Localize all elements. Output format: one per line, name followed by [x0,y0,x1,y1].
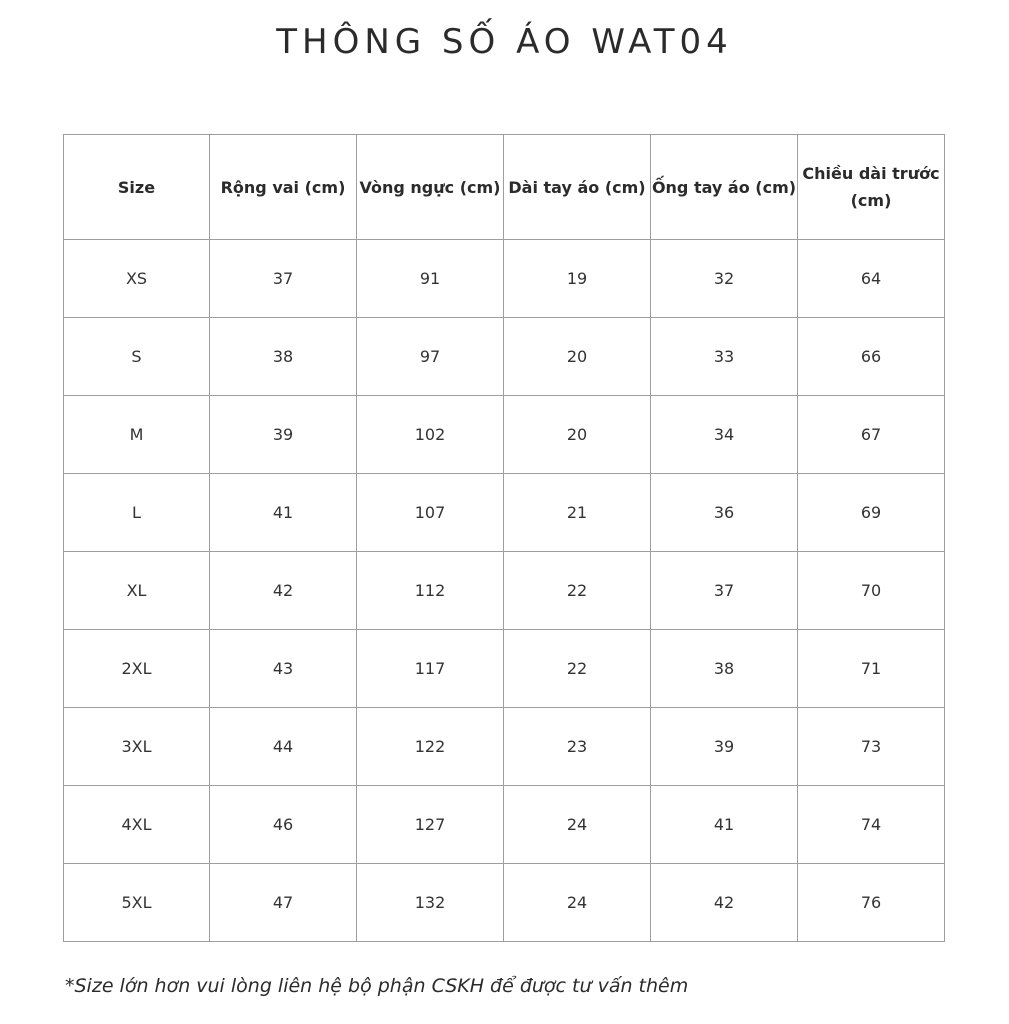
table-row [64,864,945,942]
measurement-cell: 66 [798,318,945,396]
footnote: *Size lớn hơn vui lòng liên hệ bộ phận CSKH để được tư vấn thêm [65,975,689,997]
size-label-cell: XL [64,552,210,630]
measurement-cell: 38 [210,318,357,396]
header-front-length: Chiều dài trước (cm) [798,135,945,240]
measurement-cell: 43 [210,630,357,708]
table-row [64,786,945,864]
header-shoulder-width: Rộng vai (cm) [210,135,357,240]
table-row [64,240,945,318]
measurement-cell: 37 [210,240,357,318]
table-row [64,318,945,396]
size-label-cell: 4XL [64,786,210,864]
size-label-cell: L [64,474,210,552]
table-header-row [64,135,945,240]
measurement-cell: 122 [357,708,504,786]
measurement-cell: 117 [357,630,504,708]
measurement-cell: 107 [357,474,504,552]
size-label-cell: S [64,318,210,396]
table-row [64,708,945,786]
measurement-cell: 112 [357,552,504,630]
table-row [64,630,945,708]
measurement-cell: 91 [357,240,504,318]
measurement-cell: 42 [210,552,357,630]
measurement-cell: 74 [798,786,945,864]
measurement-cell: 67 [798,396,945,474]
measurement-cell: 24 [504,786,651,864]
measurement-cell: 73 [798,708,945,786]
measurement-cell: 23 [504,708,651,786]
measurement-cell: 69 [798,474,945,552]
measurement-cell: 46 [210,786,357,864]
measurement-cell: 39 [210,396,357,474]
measurement-cell: 97 [357,318,504,396]
header-chest: Vòng ngực (cm) [357,135,504,240]
measurement-cell: 71 [798,630,945,708]
measurement-cell: 19 [504,240,651,318]
measurement-cell: 21 [504,474,651,552]
measurement-cell: 41 [651,786,798,864]
measurement-cell: 70 [798,552,945,630]
measurement-cell: 42 [651,864,798,942]
size-label-cell: 3XL [64,708,210,786]
measurement-cell: 22 [504,552,651,630]
size-label-cell: XS [64,240,210,318]
measurement-cell: 34 [651,396,798,474]
header-sleeve-length: Dài tay áo (cm) [504,135,651,240]
table-row [64,474,945,552]
measurement-cell: 20 [504,396,651,474]
size-label-cell: 5XL [64,864,210,942]
size-label-cell: 2XL [64,630,210,708]
measurement-cell: 20 [504,318,651,396]
measurement-cell: 38 [651,630,798,708]
header-sleeve-opening: Ống tay áo (cm) [651,135,798,240]
measurement-cell: 41 [210,474,357,552]
size-chart-table [63,134,945,942]
measurement-cell: 64 [798,240,945,318]
measurement-cell: 102 [357,396,504,474]
header-size: Size [64,135,210,240]
measurement-cell: 76 [798,864,945,942]
measurement-cell: 47 [210,864,357,942]
measurement-cell: 132 [357,864,504,942]
table-row [64,396,945,474]
measurement-cell: 127 [357,786,504,864]
measurement-cell: 44 [210,708,357,786]
table-row [64,552,945,630]
measurement-cell: 24 [504,864,651,942]
measurement-cell: 32 [651,240,798,318]
table-body [64,240,945,942]
page-title: THÔNG SỐ ÁO WAT04 [276,22,733,62]
measurement-cell: 33 [651,318,798,396]
size-label-cell: M [64,396,210,474]
measurement-cell: 37 [651,552,798,630]
measurement-cell: 39 [651,708,798,786]
measurement-cell: 22 [504,630,651,708]
measurement-cell: 36 [651,474,798,552]
